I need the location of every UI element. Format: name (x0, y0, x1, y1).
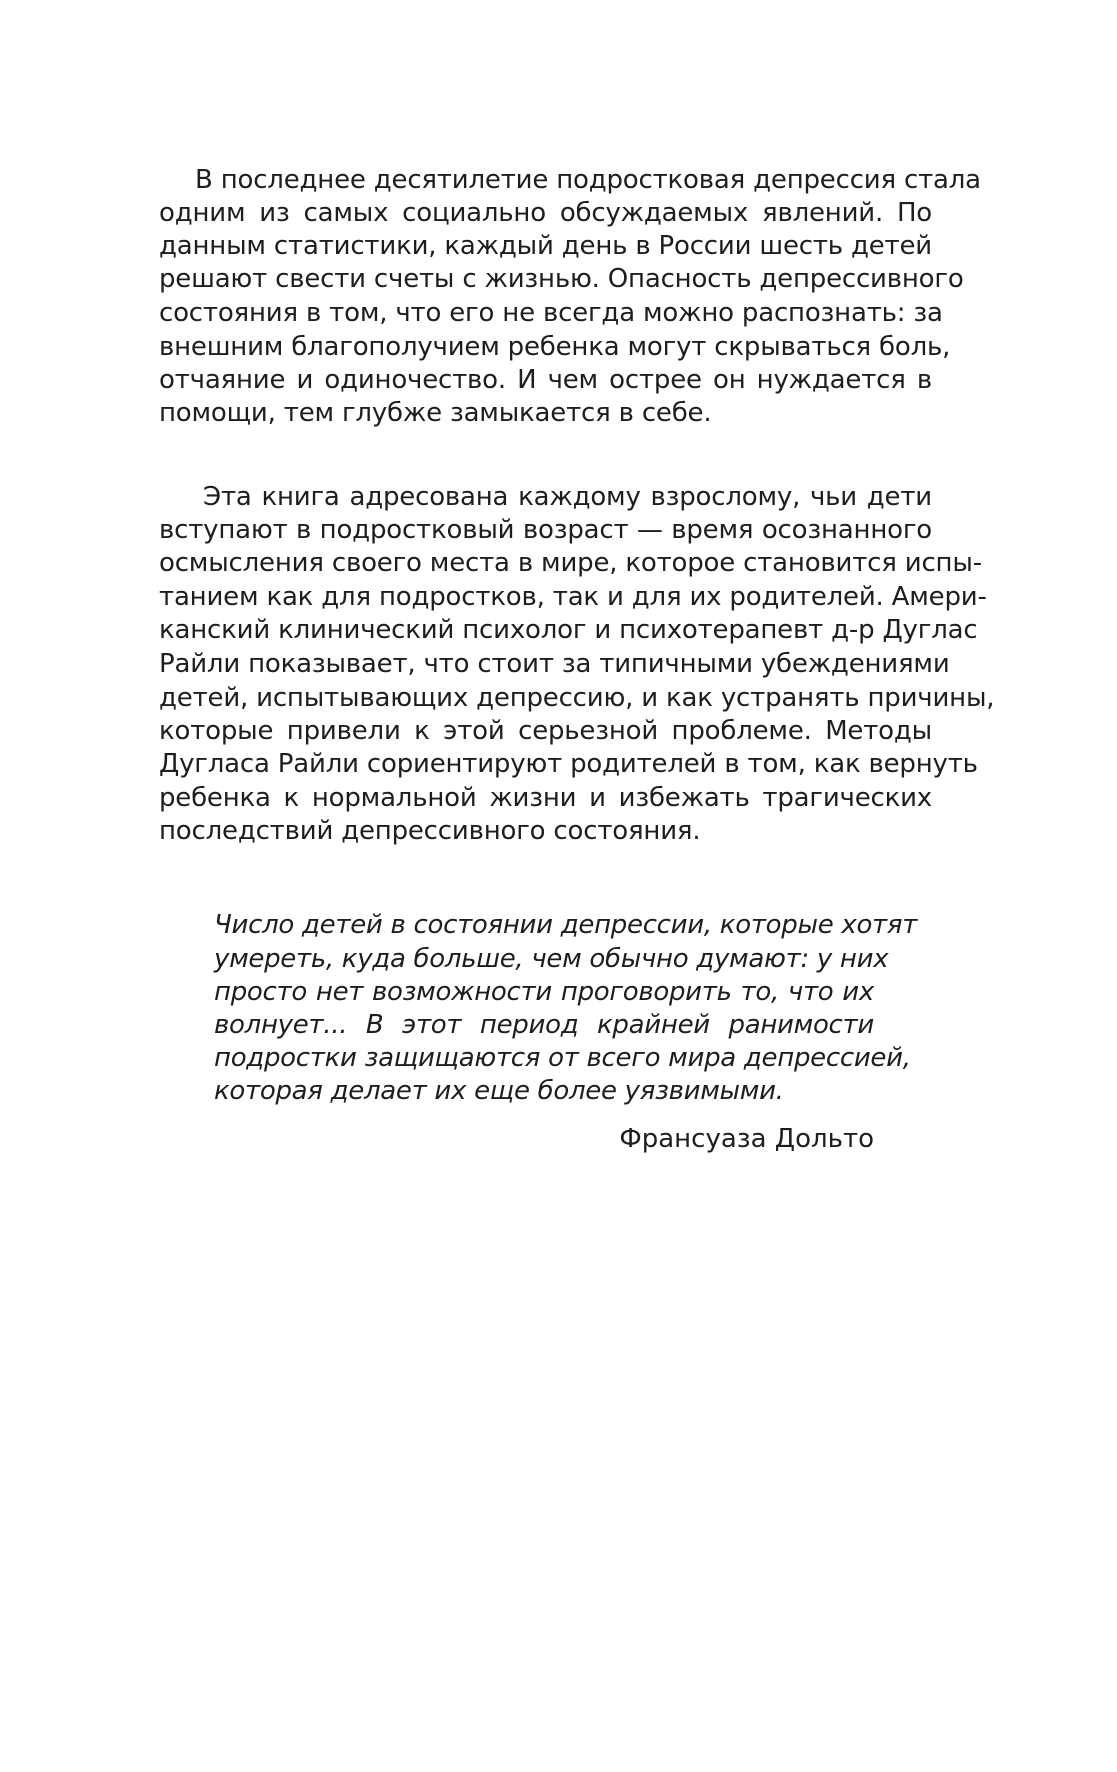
paragraph-line: В последнее десятилетие подростковая депрессия стала (195, 165, 981, 195)
paragraph-line: детей, испытывающих депрессию, и как устранять причины, (159, 683, 995, 713)
quote-line: умереть, куда больше, чем обычно думают: у них (214, 944, 889, 974)
paragraph-line: Дугласа Райли сориентируют родителей в том, как вернуть (159, 749, 978, 779)
quote-author: Франсуаза Дольто (619, 1124, 874, 1154)
paragraph-line: последствий депрессивного состояния. (159, 816, 701, 846)
paragraph-line: решают свести счеты с жизнью. Опасность депрессивного (159, 264, 964, 294)
quote-line: просто нет возможности проговорить то, что их (214, 977, 874, 1007)
paragraph-line: вступают в подростковый возраст — время осознанного (159, 515, 932, 545)
quote-line: которая делает их еще более уязвимыми. (214, 1076, 784, 1106)
paragraph-line: Эта книга адресована каждому взрослому, чьи дети (203, 482, 932, 512)
quote-line: подростки защищаются от всего мира депрессией, (214, 1043, 911, 1073)
paragraph-line: помощи, тем глубже замыкается в себе. (159, 398, 712, 428)
quote-line: Число детей в состоянии депрессии, которые хотят (214, 910, 918, 940)
paragraph-line: которые привели к этой серьезной проблеме. Методы (159, 716, 932, 746)
paragraph-line: канский клинический психолог и психотерапевт д-р Дуглас (159, 615, 978, 645)
paragraph-line: Райли показывает, что стоит за типичными убеждениями (159, 649, 950, 679)
paragraph-line: состояния в том, что его не всегда можно распознать: за (159, 298, 943, 328)
paragraph-line: внешним благополучием ребенка могут скрываться боль, (159, 332, 951, 362)
paragraph-line: одним из самых социально обсуждаемых явлений. По (159, 198, 932, 228)
paragraph-line: ребенка к нормальной жизни и избежать трагических (159, 783, 932, 813)
paragraph-line: данным статистики, каждый день в России шесть детей (159, 231, 932, 261)
paragraph-line: осмысления своего места в мире, которое становится испы- (159, 548, 982, 578)
paragraph-line: отчаяние и одиночество. И чем острее он нуждается в (159, 365, 932, 395)
quote-line: волнует... В этот период крайней ранимости (214, 1010, 874, 1040)
paragraph-line: танием как для подростков, так и для их родителей. Амери- (159, 582, 987, 612)
